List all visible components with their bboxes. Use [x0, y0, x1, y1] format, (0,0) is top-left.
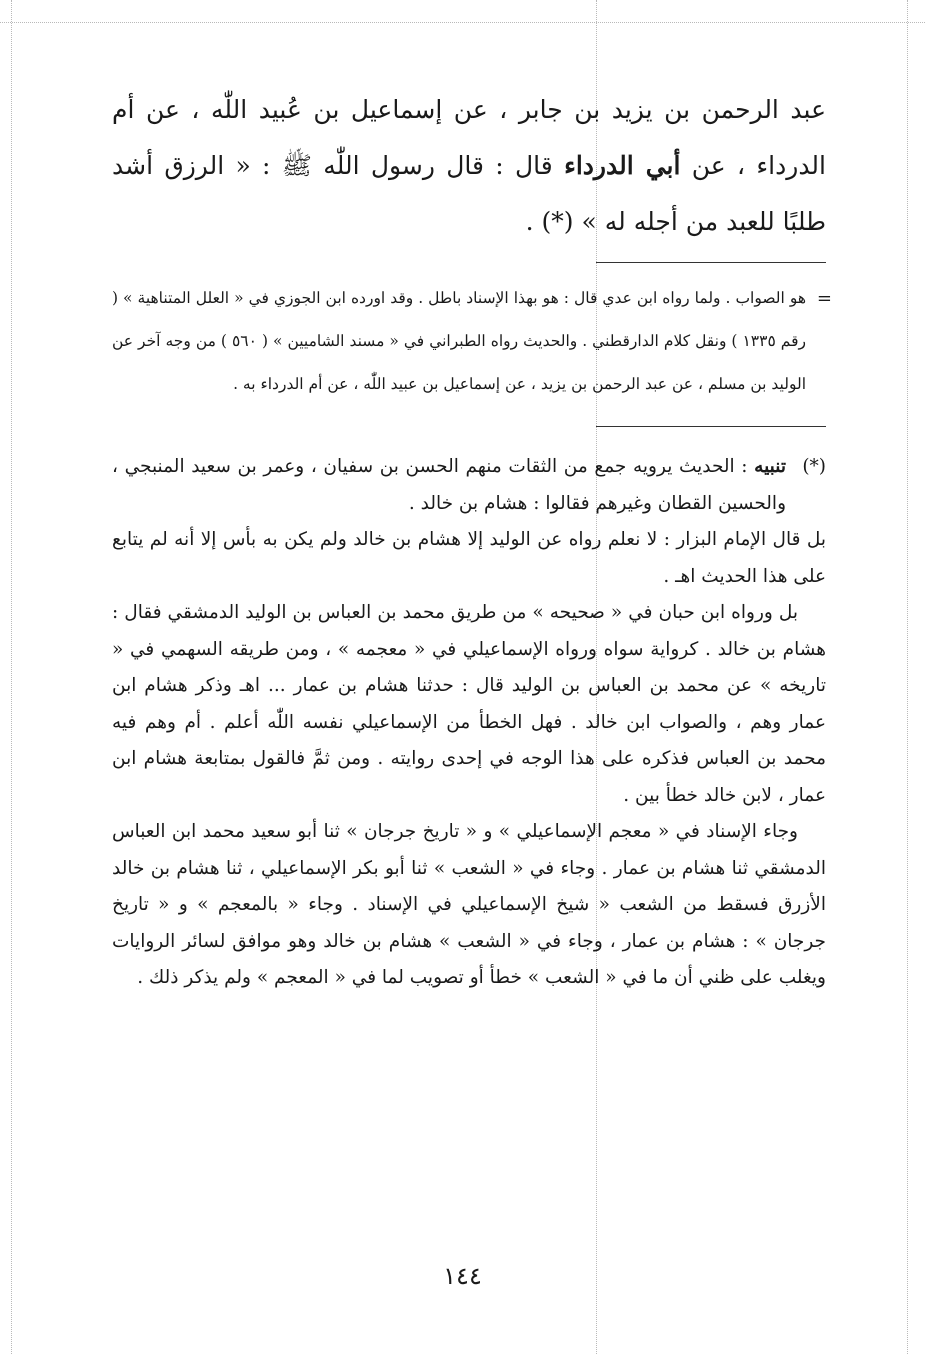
- note-separator: [596, 426, 826, 427]
- footnote-continuation: [112, 277, 832, 406]
- note-paragraph-1-text: : الحديث يرويه جمع من الثقات منهم الحسن بن سفيان ، وعمر بن سعيد المنبجي ، والحسين القطان وغيرهم فقالوا : هشام بن خالد .: [112, 456, 786, 514]
- editor-note: [112, 449, 826, 997]
- footnote-separator: [596, 262, 826, 263]
- footnote-text: هو الصواب . ولما رواه ابن عدي قال : هو بهذا الإسناد باطل . وقد اورده ابن الجوزي في « العلل المتناهية » ( رقم ١٣٣٥ ) ونقل كلام الدارقطني . والحديث رواه الطبراني في « مسند الشاميين » ( ٥٦٠ ) من وجه آخر عن الوليد بن مسلم ، عن عبد الرحمن بن يزيد ، عن إسماعيل بن عبيد اللّٰه ، عن أم الدرداء به .: [112, 289, 806, 393]
- scan-guide-line: [11, 0, 12, 1354]
- note-marker: (*): [802, 456, 826, 477]
- note-paragraph-4: وجاء الإسناد في « معجم الإسماعيلي » و « تاريخ جرجان » ثنا أبو سعيد محمد ابن العباس الدمشقي ثنا هشام بن عمار . وجاء في « الشعب » ثنا أبو بكر الإسماعيلي ، ثنا هشام بن خالد الأزرق فسقط من الشعب « شيخ الإسماعيلي في الإسناد . وجاء « بالمعجم » و « تاريخ جرجان » : هشام بن عمار ، وجاء في « الشعب » هشام بن خالد وهو موافق لسائر الروايات ويغلب على ظني أن ما في « الشعب » خطأ أو تصويب لما في « المعجم » ولم يذكر ذلك .: [112, 821, 826, 988]
- note-paragraph-1: [112, 449, 826, 522]
- continuation-marker: =: [816, 288, 832, 309]
- note-paragraph-2: بل قال الإمام البزار : لا نعلم رواه عن الوليد إلا هشام بن خالد ولم يكن به بأس إلا أنه لم يتابع على هذا الحديث اهـ .: [112, 529, 826, 587]
- scan-guide-line: [907, 0, 908, 1354]
- note-paragraph-3: بل ورواه ابن حبان في « صحيحه » من طريق محمد بن العباس بن الوليد الدمشقي فقال : هشام بن خالد . كرواية سواه ورواه الإسماعيلي في « معجمه » ، ومن طريقه السهمي في « تاريخه » عن محمد بن العباس بن الوليد قال : حدثنا هشام بن عمار ... اهـ وذكر هشام ابن عمار وهم ، والصواب ابن خالد . فهل الخطأ من الإسماعيلي نفسه اللّٰه أعلم . أم وهم فيه محمد بن العباس فذكره على هذا الوجه في إحدى روايته . ومن ثمَّ فالقول بمتابعة هشام ابن عمار ، لابن خالد خطأ بين .: [112, 602, 826, 806]
- main-text: [112, 82, 826, 250]
- main-text-part-1: عبد الرحمن بن يزيد بن جابر ، عن إسماعيل بن عُبيد اللّٰه ، عن أم الدرداء ، عن: [112, 95, 827, 180]
- main-text-part-2: قال : قال رسول اللّٰه ﷺ : « الرزق أشد طلبًا للعبد من أجله له » (*) .: [112, 151, 826, 236]
- page-number: ١٤٤: [443, 1262, 482, 1290]
- scan-guide-line: [0, 22, 925, 23]
- note-title: تنبيه: [754, 456, 786, 477]
- main-text-bold-name: أبي الدرداء: [564, 151, 681, 180]
- book-page: [112, 82, 832, 997]
